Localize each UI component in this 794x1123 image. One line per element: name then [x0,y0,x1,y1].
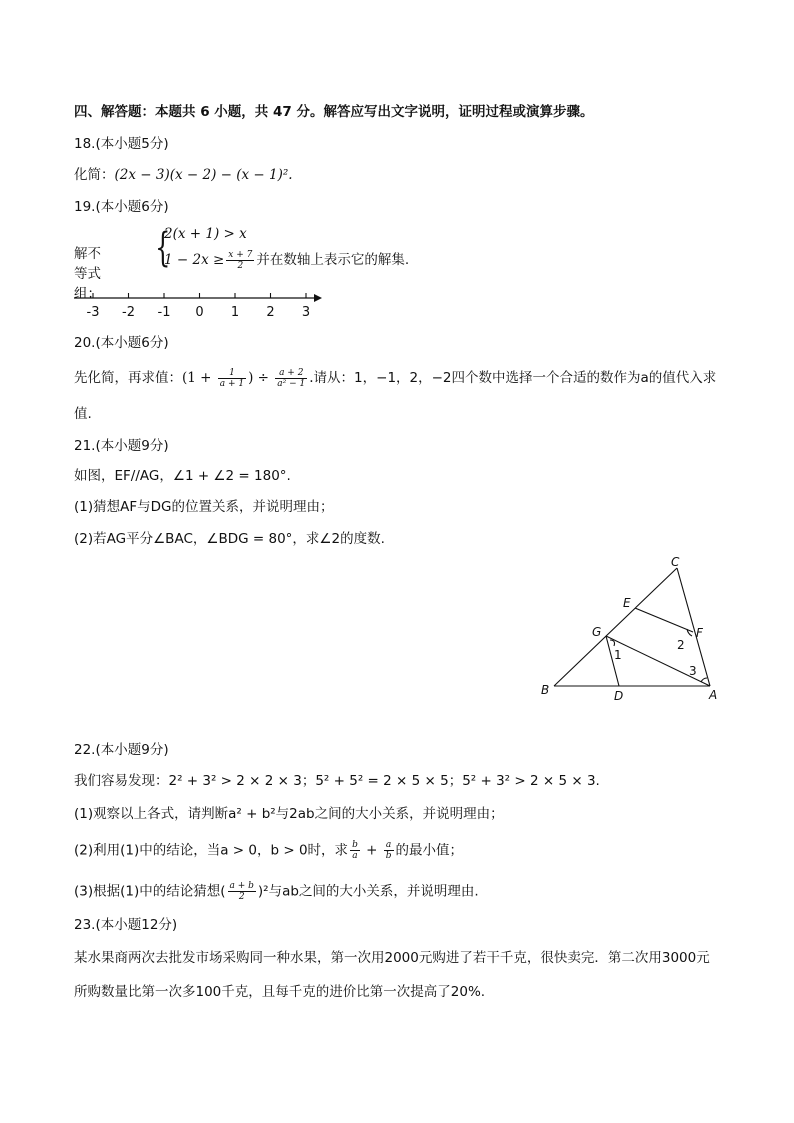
q22-line4-b: )²与ab之间的大小关系，并说明理由. [257,883,479,900]
q19-frac-top: x + 7 [228,249,253,260]
number-line-label: -1 [157,305,171,320]
q21-line3: (2)若AG平分∠BAC，∠BDG = 80°，求∠2的度数. [74,531,385,547]
q18-body [74,166,293,184]
segment-BC [554,568,677,686]
q21-line2: (1)猜想AF与DG的位置关系，并说明理由； [74,499,334,515]
q20-body [74,368,716,389]
label-F: F [696,626,703,640]
number-line-label: 2 [266,305,275,320]
q22-line4-a: (3)根据(1)中的结论猜想( [74,883,226,900]
angle3-arc [701,678,707,682]
number-line-arrow-icon [314,294,322,302]
label-E: E [623,596,631,610]
q18-expression: (2x − 3)(x − 2) − (x − 1)². [114,167,293,183]
segment-EF [635,608,693,632]
q19-inequality-2 [164,248,409,271]
q18-title: 18.(本小题5分) [74,136,169,152]
number-line-label: -2 [122,305,135,320]
q19-fraction [226,250,254,271]
label-B: B [541,683,550,697]
q19-title: 19.(本小题6分) [74,199,169,215]
q22-line3-a: (2)利用(1)中的结论，当a > 0，b > 0时，求 [74,842,349,859]
q19-suffix: 并在数轴上表示它的解集. [256,252,410,268]
number-line-label: 0 [195,305,204,320]
label-angle3: 3 [689,664,697,678]
q23-line2: 所购数量比第一次多100千克，且每千克的进价比第一次提高了20%. [74,984,486,1000]
q20-text-b: 请从：1，−1，2，−2四个数中选择一个合适的数作为a的值代入求 [313,370,717,386]
q22-line3-b: 的最小值； [395,842,463,859]
q19-prefix: 解不等式组： [74,246,101,302]
label-D: D [614,689,624,703]
label-angle1: 1 [614,648,622,662]
label-C: C [671,555,680,569]
q20-title: 20.(本小题6分) [74,335,169,351]
label-A: A [709,688,718,702]
geometry-figure [530,552,730,707]
q22-line3: (2)利用(1)中的结论，当a > 0，b > 0时，求 $\frac{b}{a}$ + $\frac{a}{b}$ 的最小值； [74,840,463,861]
number-line-label: -3 [86,305,100,320]
q23-line1: 某水果商两次去批发市场采购同一种水果，第一次用2000元购进了若干千克，很快卖完．第二次用3000元 [74,950,710,966]
q20-text-c: 值. [74,406,92,422]
q22-line2: (1)观察以上各式，请判断a² + b²与2ab之间的大小关系，并说明理由； [74,806,504,822]
q20-expr: (1 + $\frac{1}{a + 1}$ ) ÷ $\frac{a + 2}{\text{a² − 1}}$ . [182,368,314,389]
q19-inequality-1: 2(x + 1) > x [164,226,247,242]
q20-text-a: 先化简，再求值： [74,370,182,386]
q19-ineq2-left: 1 − 2x ≥ [164,252,225,268]
section-header: 四、解答题：本题共 6 小题，共 47 分。解答应写出文字说明，证明过程或演算步骤。 [74,104,594,120]
q18-prefix: 化简： [74,167,115,183]
label-G: G [592,625,602,639]
angle1-arc [610,640,615,646]
number-line-label: 1 [230,305,240,320]
q23-title: 23.(本小题12分) [74,917,178,933]
q22-title: 22.(本小题9分) [74,742,169,758]
label-angle2: 2 [677,638,685,652]
q22-line1: 我们容易发现：2² + 3² > 2 × 2 × 3；5² + 5² = 2 × 5 × 5；5² + 3² > 2 × 5 × 3. [74,773,600,789]
q21-title: 21.(本小题9分) [74,438,169,454]
q22-line4: (3)根据(1)中的结论猜想( $\frac{a + b}{2}$ )²与ab之间的大小关系，并说明理由. [74,881,479,902]
left-brace-icon: { [155,225,171,271]
number-line [70,286,330,322]
q19-frac-bot: 2 [237,260,244,271]
q21-line1: 如图，EF//AG，∠1 + ∠2 = 180°. [74,468,291,484]
number-line-label: 3 [301,305,311,320]
